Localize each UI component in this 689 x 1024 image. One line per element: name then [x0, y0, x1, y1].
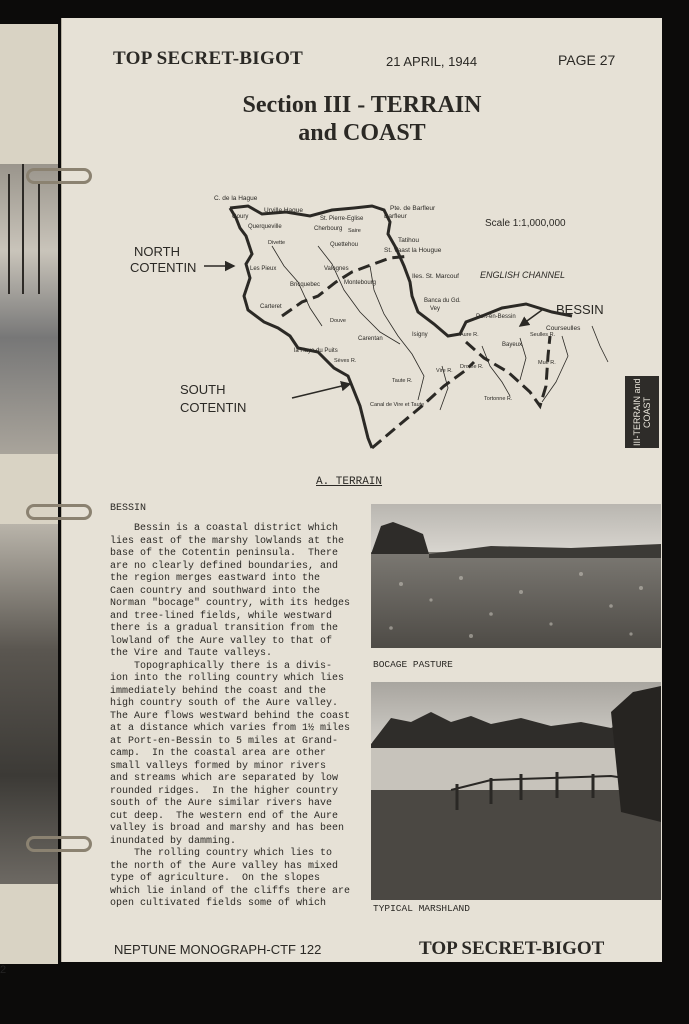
binder-ring-bottom — [26, 836, 92, 852]
subsection-heading: A. TERRAIN — [316, 476, 383, 488]
place-vey: Vey — [430, 306, 441, 312]
place-taute: Taute R. — [392, 378, 413, 384]
header-classification: TOP SECRET-BIGOT — [113, 48, 304, 69]
section-title-line1: Section III - TERRAIN — [242, 92, 482, 118]
body-line: rounded ridges. In the higher country — [110, 785, 339, 797]
body-line: and streams which are separated by low — [110, 773, 339, 784]
footer-classification: TOP SECRET-BIGOT — [419, 938, 605, 959]
label-bessin: BESSIN — [556, 302, 604, 317]
place-bayeux: Bayeux — [502, 342, 523, 348]
body-line: the region merges eastward into the — [110, 573, 321, 584]
photo-caption-bocage: BOCAGE PASTURE — [373, 659, 453, 670]
previous-page-edge — [0, 24, 58, 976]
body-line: at Port-en-Bessin to 5 miles at Grand- — [110, 735, 339, 747]
body-line: base of the Cotentin peninsula. There — [110, 548, 339, 559]
place-valognes: Valognes — [324, 266, 349, 272]
binder-ring-top — [26, 168, 92, 184]
place-cap-hague: C. de la Hague — [214, 195, 258, 202]
river — [482, 346, 510, 396]
body-line: ion into the rolling country which lies — [110, 673, 345, 684]
body-line: and tree-lined fields, while westward — [110, 610, 333, 622]
label-north-cotentin-2: COTENTIN — [130, 260, 197, 275]
arrow-bessin — [520, 310, 542, 326]
body-line: the Vire and Taute valleys. — [110, 648, 273, 659]
body-line: valley is broad and marshy and has been — [110, 823, 345, 834]
place-port-en-bessin: Port-en-Bessin — [476, 314, 516, 320]
previous-page-tree — [22, 164, 24, 294]
place-barfleur: Barfleur — [384, 213, 407, 220]
body-line: The Aure flows westward behind the coast — [110, 710, 351, 722]
body-line: The rolling country which lies to — [110, 848, 333, 859]
previous-page-tree — [8, 174, 10, 294]
place-querqueville: Querqueville — [248, 224, 282, 230]
body-line: at a distance which varies from 1½ miles — [110, 723, 351, 734]
footer-monograph: NEPTUNE MONOGRAPH-CTF 122 — [114, 942, 322, 957]
marshland-photo — [371, 682, 661, 900]
terrain-map — [122, 186, 622, 456]
label-english-channel: ENGLISH CHANNEL — [480, 270, 566, 280]
river — [318, 246, 400, 344]
place-la-haye: la Haye du Puits — [294, 348, 338, 354]
header-page-number: PAGE 27 — [558, 52, 616, 68]
section-side-tab: III-TERRAIN and COAST — [625, 376, 659, 448]
label-south-cotentin-2: COTENTIN — [180, 400, 247, 415]
place-st-pierre: St. Pierre-Eglise — [320, 216, 364, 222]
body-line: type of agriculture. On the slopes — [110, 873, 321, 884]
body-heading: BESSIN — [110, 503, 147, 514]
binder-ring-middle — [26, 504, 92, 520]
body-line: Topographically there is a divis- — [110, 660, 333, 672]
place-canal: Canal de Vire et Taute — [370, 402, 425, 408]
body-line: open cultivated fields some of which — [110, 898, 327, 909]
previous-page-tree — [38, 184, 40, 294]
body-line: small valleys formed by minor rivers — [110, 760, 327, 772]
place-barfleur-pte: Pte. de Barfleur — [390, 205, 436, 212]
place-cherbourg: Cherbourg — [314, 226, 343, 232]
place-goury: Goury — [232, 214, 249, 220]
section-title-line2: and COAST — [298, 120, 426, 146]
label-north-cotentin-1: NORTH — [134, 244, 180, 259]
body-line: the north of the Aure valley has mixed — [110, 860, 339, 872]
place-mue: Mue R. — [538, 360, 556, 366]
river — [592, 326, 608, 362]
previous-page-number: 2 — [0, 964, 7, 976]
place-montebourg: Montebourg — [344, 280, 377, 286]
place-carteret: Carteret — [260, 304, 282, 310]
place-tatihou: Tatihou — [398, 237, 419, 244]
place-les-pieux: Les Pieux — [250, 266, 277, 272]
place-briquebec: Bricquebec — [290, 282, 321, 288]
body-line: high country south of the Aure valley. — [110, 698, 339, 709]
place-isigny: Isigny — [412, 332, 428, 338]
body-line: lowland of the Aure valley to that of — [110, 635, 333, 647]
body-line: inundated by damming. — [110, 835, 237, 847]
body-line: are no clearly defined boundaries, and — [110, 560, 339, 572]
place-seves: Sèves R. — [334, 358, 357, 364]
place-urville: Urville Hague — [264, 207, 304, 214]
place-banca: Banca du Gd. — [424, 298, 461, 304]
place-vire: Vire R. — [436, 368, 453, 374]
label-south-cotentin-1: SOUTH — [180, 382, 226, 397]
place-quettehou: Quettehou — [330, 242, 359, 248]
place-douve: Douve — [330, 318, 346, 324]
previous-page-photo-bottom — [0, 524, 58, 884]
place-st-vaast: St. Vaast la Hougue — [384, 247, 442, 254]
body-line: camp. In the coastal area are other — [110, 748, 327, 759]
place-seulles: Seulles R. — [530, 332, 556, 338]
place-tortonne: Tortonne R. — [484, 396, 513, 402]
body-line: south of the Aure similar rivers have — [110, 798, 333, 809]
photo-caption-marshland: TYPICAL MARSHLAND — [373, 903, 470, 914]
place-saire: Saire — [348, 228, 361, 234]
body-text — [110, 523, 364, 911]
bocage-pasture-photo — [371, 504, 661, 648]
arrow-south-cotentin — [292, 384, 350, 398]
body-line: cut deep. The western end of the Aure — [110, 810, 339, 822]
body-line: Caen country and southward into the — [110, 585, 321, 597]
body-line: immediately behind the coast and the — [110, 685, 327, 697]
place-divette: Divette — [268, 240, 286, 246]
place-courseulles: Courseulles — [546, 325, 581, 332]
place-aure: Aure R. — [460, 332, 479, 338]
body-line: which lie inland of the cliffs there are — [110, 885, 351, 897]
body-line: there is a gradual transition from the — [110, 623, 339, 634]
body-line: Norman "bocage" country, with its hedges — [110, 598, 351, 609]
header-date: 21 APRIL, 1944 — [386, 54, 478, 69]
place-iles-marcouf: Iles. St. Marcouf — [412, 273, 459, 280]
body-line: lies east of the marshy lowlands at the — [110, 535, 345, 547]
map-scale: Scale 1:1,000,000 — [485, 218, 566, 229]
place-drome: Drome R. — [460, 364, 484, 370]
body-line: Bessin is a coastal district which — [110, 523, 339, 534]
place-carentan: Carentan — [358, 336, 383, 342]
document-page — [61, 18, 662, 962]
